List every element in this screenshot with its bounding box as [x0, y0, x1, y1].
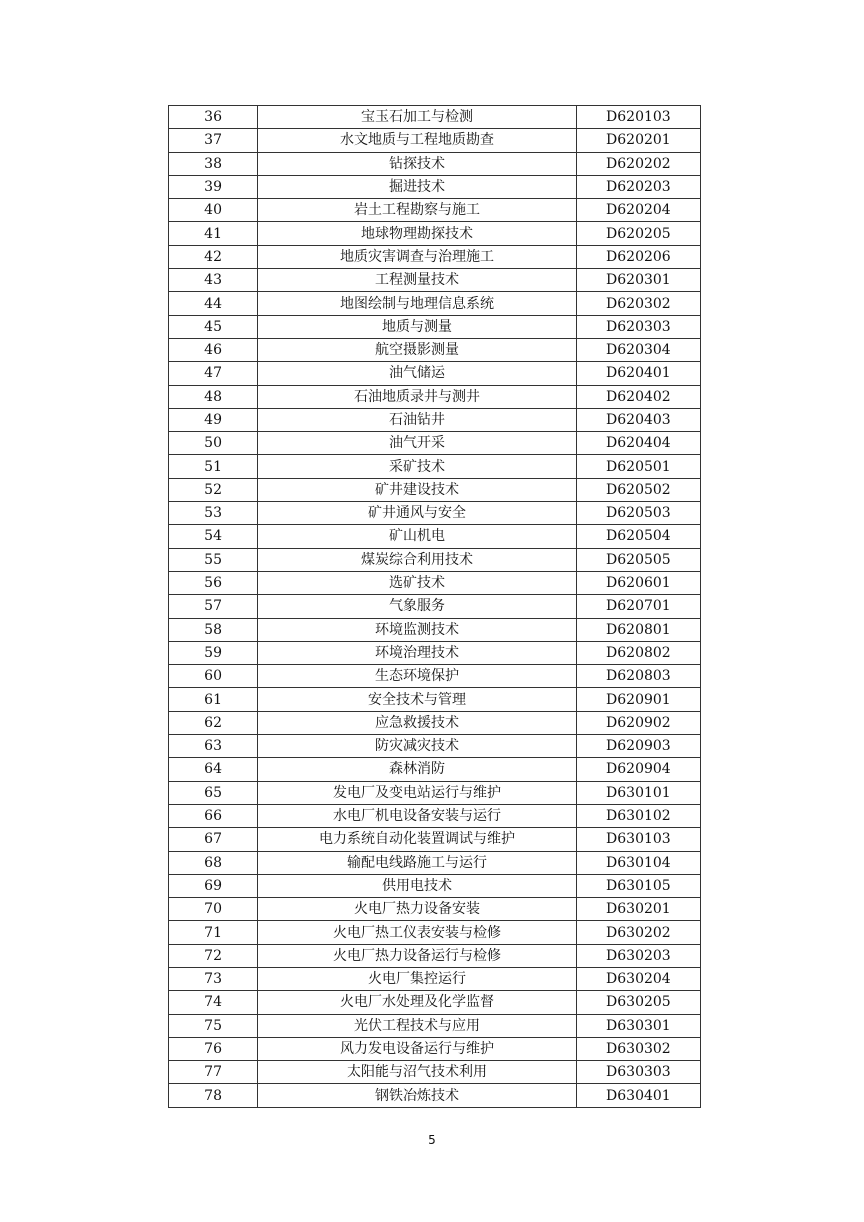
table-row — [169, 1061, 701, 1084]
table-row — [169, 711, 701, 734]
major-code-cell: D630302 — [576, 1037, 700, 1060]
row-number-cell: 58 — [169, 618, 258, 641]
table-row — [169, 315, 701, 338]
row-number-cell: 64 — [169, 758, 258, 781]
major-code-cell: D620201 — [576, 129, 700, 152]
major-name-cell: 石油钻井 — [258, 408, 577, 431]
row-number-cell: 46 — [169, 338, 258, 361]
page-number: 5 — [428, 1133, 436, 1147]
table-row — [169, 595, 701, 618]
row-number-cell: 61 — [169, 688, 258, 711]
row-number-cell: 66 — [169, 804, 258, 827]
table-row — [169, 292, 701, 315]
row-number-cell: 67 — [169, 828, 258, 851]
row-number-cell: 45 — [169, 315, 258, 338]
major-name-cell: 供用电技术 — [258, 874, 577, 897]
major-code-cell: D630101 — [576, 781, 700, 804]
major-code-cell: D620303 — [576, 315, 700, 338]
major-code-cell: D620701 — [576, 595, 700, 618]
major-name-cell: 钻探技术 — [258, 152, 577, 175]
row-number-cell: 68 — [169, 851, 258, 874]
major-name-cell: 宝玉石加工与检测 — [258, 106, 577, 129]
major-code-cell: D620505 — [576, 548, 700, 571]
major-name-cell: 地球物理勘探技术 — [258, 222, 577, 245]
table-row — [169, 828, 701, 851]
table-row — [169, 921, 701, 944]
row-number-cell: 39 — [169, 175, 258, 198]
table-row — [169, 385, 701, 408]
row-number-cell: 56 — [169, 571, 258, 594]
row-number-cell: 36 — [169, 106, 258, 129]
major-code-cell: D620904 — [576, 758, 700, 781]
major-code-cell: D620902 — [576, 711, 700, 734]
table-row — [169, 106, 701, 129]
major-name-cell: 森林消防 — [258, 758, 577, 781]
major-name-cell: 岩土工程勘察与施工 — [258, 199, 577, 222]
major-code-cell: D630105 — [576, 874, 700, 897]
major-name-cell: 采矿技术 — [258, 455, 577, 478]
major-name-cell: 地质灾害调查与治理施工 — [258, 245, 577, 268]
major-name-cell: 地质与测量 — [258, 315, 577, 338]
major-code-cell: D630104 — [576, 851, 700, 874]
table-row — [169, 758, 701, 781]
table-row — [169, 781, 701, 804]
major-name-cell: 水电厂机电设备安装与运行 — [258, 804, 577, 827]
major-code-cell: D630204 — [576, 967, 700, 990]
major-code-cell: D630201 — [576, 898, 700, 921]
table-row — [169, 944, 701, 967]
major-code-cell: D630203 — [576, 944, 700, 967]
row-number-cell: 76 — [169, 1037, 258, 1060]
row-number-cell: 70 — [169, 898, 258, 921]
row-number-cell: 60 — [169, 665, 258, 688]
table-row — [169, 502, 701, 525]
row-number-cell: 62 — [169, 711, 258, 734]
major-name-cell: 掘进技术 — [258, 175, 577, 198]
major-name-cell: 煤炭综合利用技术 — [258, 548, 577, 571]
major-name-cell: 油气储运 — [258, 362, 577, 385]
row-number-cell: 78 — [169, 1084, 258, 1107]
row-number-cell: 59 — [169, 641, 258, 664]
table-row — [169, 1037, 701, 1060]
row-number-cell: 55 — [169, 548, 258, 571]
row-number-cell: 75 — [169, 1014, 258, 1037]
major-code-cell: D630401 — [576, 1084, 700, 1107]
major-code-cell: D620803 — [576, 665, 700, 688]
major-code-cell: D620502 — [576, 478, 700, 501]
row-number-cell: 72 — [169, 944, 258, 967]
major-code-cell: D630103 — [576, 828, 700, 851]
row-number-cell: 41 — [169, 222, 258, 245]
major-code-cell: D630301 — [576, 1014, 700, 1037]
row-number-cell: 63 — [169, 735, 258, 758]
major-name-cell: 电力系统自动化装置调试与维护 — [258, 828, 577, 851]
row-number-cell: 49 — [169, 408, 258, 431]
row-number-cell: 51 — [169, 455, 258, 478]
table-row — [169, 525, 701, 548]
table-row — [169, 222, 701, 245]
major-code-cell: D620601 — [576, 571, 700, 594]
major-name-cell: 水文地质与工程地质勘查 — [258, 129, 577, 152]
major-name-cell: 生态环境保护 — [258, 665, 577, 688]
table-row — [169, 175, 701, 198]
major-code-cell: D620205 — [576, 222, 700, 245]
major-code-cell: D620503 — [576, 502, 700, 525]
major-code-cell: D620301 — [576, 269, 700, 292]
major-code-cell: D630303 — [576, 1061, 700, 1084]
major-name-cell: 输配电线路施工与运行 — [258, 851, 577, 874]
row-number-cell: 71 — [169, 921, 258, 944]
major-name-cell: 安全技术与管理 — [258, 688, 577, 711]
row-number-cell: 74 — [169, 991, 258, 1014]
table-row — [169, 967, 701, 990]
major-name-cell: 矿井建设技术 — [258, 478, 577, 501]
row-number-cell: 77 — [169, 1061, 258, 1084]
table-row — [169, 478, 701, 501]
table-row — [169, 735, 701, 758]
major-name-cell: 应急救援技术 — [258, 711, 577, 734]
major-name-cell: 气象服务 — [258, 595, 577, 618]
major-code-cell: D630202 — [576, 921, 700, 944]
table-row — [169, 338, 701, 361]
major-name-cell: 火电厂热工仪表安装与检修 — [258, 921, 577, 944]
row-number-cell: 54 — [169, 525, 258, 548]
major-code-cell: D620901 — [576, 688, 700, 711]
table-row — [169, 618, 701, 641]
major-code-cell: D620203 — [576, 175, 700, 198]
major-name-cell: 火电厂热力设备运行与检修 — [258, 944, 577, 967]
table-row — [169, 991, 701, 1014]
major-code-cell: D620304 — [576, 338, 700, 361]
table-row — [169, 432, 701, 455]
major-code-cell: D630205 — [576, 991, 700, 1014]
table-row — [169, 455, 701, 478]
major-name-cell: 发电厂及变电站运行与维护 — [258, 781, 577, 804]
major-code-cell: D620202 — [576, 152, 700, 175]
table-row — [169, 571, 701, 594]
major-code-cell: D620504 — [576, 525, 700, 548]
majors-table — [168, 105, 701, 1108]
row-number-cell: 65 — [169, 781, 258, 804]
major-name-cell: 石油地质录井与测井 — [258, 385, 577, 408]
major-name-cell: 选矿技术 — [258, 571, 577, 594]
major-code-cell: D620903 — [576, 735, 700, 758]
row-number-cell: 38 — [169, 152, 258, 175]
table-row — [169, 408, 701, 431]
major-code-cell: D620501 — [576, 455, 700, 478]
major-name-cell: 航空摄影测量 — [258, 338, 577, 361]
table-body — [169, 106, 701, 1108]
major-name-cell: 太阳能与沼气技术利用 — [258, 1061, 577, 1084]
table-row — [169, 851, 701, 874]
table-row — [169, 665, 701, 688]
major-code-cell: D620404 — [576, 432, 700, 455]
major-name-cell: 光伏工程技术与应用 — [258, 1014, 577, 1037]
table-row — [169, 874, 701, 897]
major-name-cell: 环境监测技术 — [258, 618, 577, 641]
major-code-cell: D620401 — [576, 362, 700, 385]
table-row — [169, 1084, 701, 1107]
row-number-cell: 48 — [169, 385, 258, 408]
table-row — [169, 804, 701, 827]
table-row — [169, 688, 701, 711]
major-code-cell: D630102 — [576, 804, 700, 827]
row-number-cell: 47 — [169, 362, 258, 385]
major-name-cell: 油气开采 — [258, 432, 577, 455]
major-name-cell: 工程测量技术 — [258, 269, 577, 292]
table-row — [169, 362, 701, 385]
row-number-cell: 69 — [169, 874, 258, 897]
table-row — [169, 898, 701, 921]
major-name-cell: 风力发电设备运行与维护 — [258, 1037, 577, 1060]
major-name-cell: 火电厂水处理及化学监督 — [258, 991, 577, 1014]
major-code-cell: D620206 — [576, 245, 700, 268]
row-number-cell: 57 — [169, 595, 258, 618]
major-code-cell: D620204 — [576, 199, 700, 222]
major-name-cell: 环境治理技术 — [258, 641, 577, 664]
row-number-cell: 40 — [169, 199, 258, 222]
major-name-cell: 防灾减灾技术 — [258, 735, 577, 758]
row-number-cell: 37 — [169, 129, 258, 152]
row-number-cell: 73 — [169, 967, 258, 990]
major-name-cell: 矿山机电 — [258, 525, 577, 548]
major-code-cell: D620103 — [576, 106, 700, 129]
table-row — [169, 269, 701, 292]
major-name-cell: 火电厂热力设备安装 — [258, 898, 577, 921]
row-number-cell: 43 — [169, 269, 258, 292]
table-row — [169, 152, 701, 175]
row-number-cell: 52 — [169, 478, 258, 501]
major-name-cell: 地图绘制与地理信息系统 — [258, 292, 577, 315]
table-row — [169, 1014, 701, 1037]
major-code-cell: D620403 — [576, 408, 700, 431]
table-row — [169, 199, 701, 222]
table-row — [169, 548, 701, 571]
row-number-cell: 42 — [169, 245, 258, 268]
major-name-cell: 钢铁冶炼技术 — [258, 1084, 577, 1107]
table-row — [169, 641, 701, 664]
major-code-cell: D620402 — [576, 385, 700, 408]
row-number-cell: 50 — [169, 432, 258, 455]
row-number-cell: 53 — [169, 502, 258, 525]
major-code-cell: D620802 — [576, 641, 700, 664]
table-row — [169, 245, 701, 268]
row-number-cell: 44 — [169, 292, 258, 315]
major-code-cell: D620801 — [576, 618, 700, 641]
major-name-cell: 火电厂集控运行 — [258, 967, 577, 990]
major-code-cell: D620302 — [576, 292, 700, 315]
major-name-cell: 矿井通风与安全 — [258, 502, 577, 525]
table-row — [169, 129, 701, 152]
